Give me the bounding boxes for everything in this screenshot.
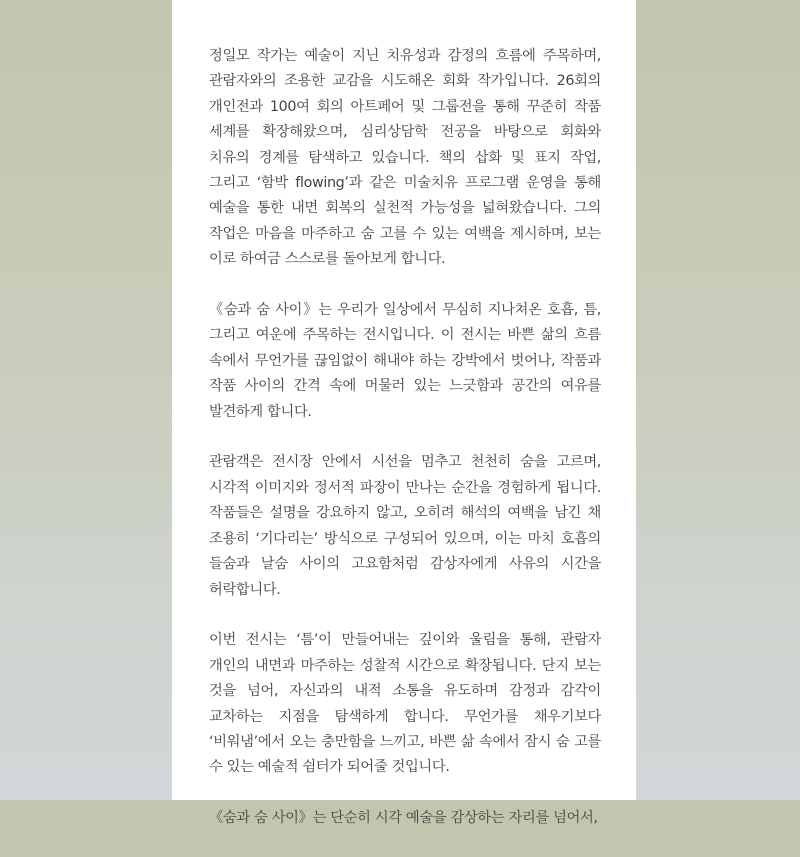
paragraph-artist-bio: 정일모 작가는 예술이 지닌 치유성과 감정의 흐름에 주목하며, 관람자와의 조용한 교감을 시도해온 회화 작가입니다. 26회의 개인전과 100여 회의 아트페어 및 그룹전을 통해 꾸준히 작품 세계를 확장해왔으며, 심리상담학 전공을 바탕으로 회화와 치유의 경계를 탐색하고 있습니다. 책의 삽화 및 표지 작업, 그리고 ‘함박 flowing’과 같은 미술치유 프로그램 운영을 통해 예술을 통한 내면 회복의 실천적 가능성을 넓혀왔습니다. 그의 작업은 마음을 마주하고 숨 고를 수 있는 여백을 제시하며, 보는 이로 하여금 스스로를 돌아보게 합니다. <box>209 48 601 268</box>
article-panel <box>172 0 636 827</box>
article-body <box>209 44 601 857</box>
paragraph-exhibition-reflection: 이번 전시는 ‘틈’이 만들어내는 깊이와 울림을 통해, 관람자 개인의 내면과 마주하는 성찰적 시간으로 확장됩니다. 단지 보는 것을 넘어, 자신과의 내적 소통을 유도하며 감정과 감각이 교차하는 지점을 탐색하게 합니다. 무언가를 채우기보다 ‘비워냄’에서 오는 충만함을 느끼고, 바쁜 삶 속에서 잠시 숨 고를 수 있는 예술적 쉼터가 되어줄 것입니다. <box>209 632 601 776</box>
paragraph-closing-partial: 《숨과 숨 사이》는 단순히 시각 예술을 감상하는 자리를 넘어서, <box>209 810 598 827</box>
paragraph-viewer-experience: 관람객은 전시장 안에서 시선을 멈추고 천천히 숨을 고르며, 시각적 이미지와 정서적 파장이 만나는 순간을 경험하게 됩니다. 작품들은 설명을 강요하지 않고, 오히려 해석의 여백을 남긴 채 조용히 ‘기다리는’ 방식으로 구성되어 있으며, 이는 마치 호흡의 들숨과 날숨 사이의 고요함처럼 감상자에게 사유의 시간을 허락합니다. <box>209 454 601 598</box>
paragraph-exhibition-intro: 《숨과 숨 사이》는 우리가 일상에서 무심히 지나쳐온 호흡, 틈, 그리고 여운에 주목하는 전시입니다. 이 전시는 바쁜 삶의 흐름 속에서 무언가를 끊임없이 해내야 하는 강박에서 벗어나, 작품과 작품 사이의 간격 속에 머물러 있는 느긋함과 공간의 여유를 발견하게 합니다. <box>209 302 601 420</box>
